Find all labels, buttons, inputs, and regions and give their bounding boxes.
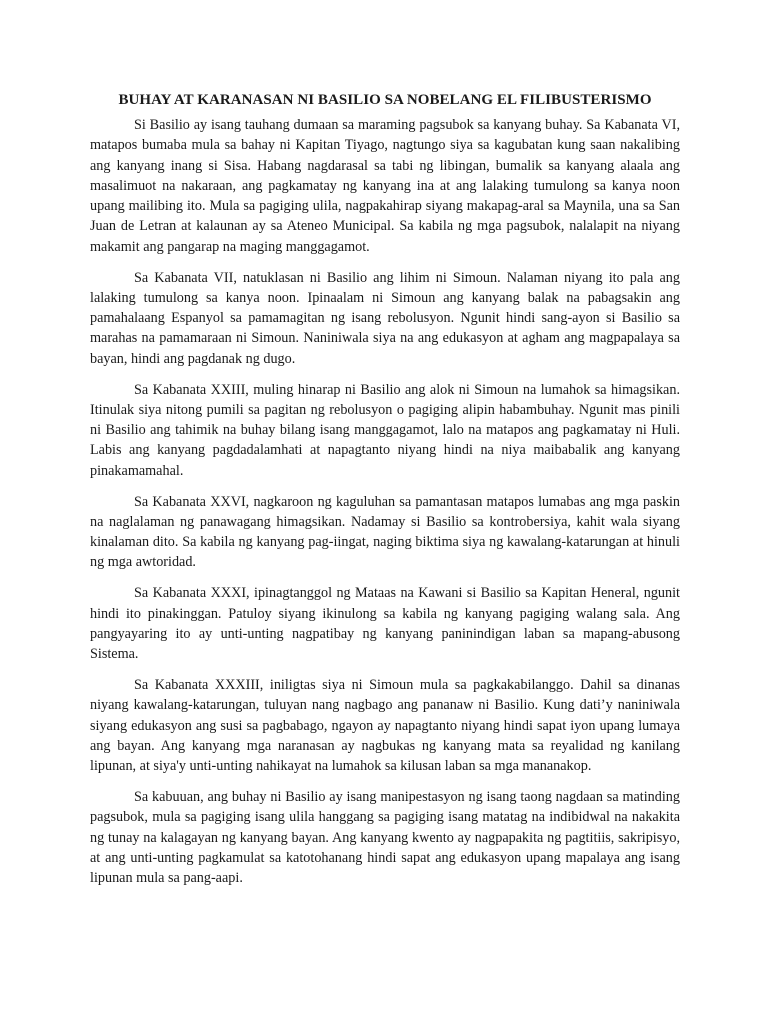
document-page bbox=[90, 92, 680, 899]
paragraph-3: Sa Kabanata XXIII, muling hinarap ni Basilio ang alok ni Simoun na lumahok sa himagsikan. Itinulak siya nitong pumili sa pagitan ng rebolusyon o pagiging alipin habambuhay. Ngunit mas pinili ni Basilio ang tahimik na buhay bilang isang manggagamot, lalo na matapos ang pagkamatay ni Huli. Labis ang kanyang pagdadalamhati at napagtanto niyang hindi na niya maibabalik ang kanyang pinakamamahal. bbox=[90, 381, 680, 479]
paragraph-2: Sa Kabanata VII, natuklasan ni Basilio ang lihim ni Simoun. Nalaman niyang ito pala ang lalaking tumulong sa kanya noon. Ipinaalam ni Simoun ang kanyang balak na pabagsakin ang pamahalaang Espanyol sa pamamagitan ng isang rebolusyon. Ngunit hindi sang-ayon si Basilio sa marahas na pamamaraan ni Simoun. Naniniwala siya na ang edukasyon at agham ang magpapalaya sa bayan, hindi ang pagdanak ng dugo. bbox=[90, 269, 680, 367]
paragraph-5: Sa Kabanata XXXI, ipinagtanggol ng Mataas na Kawani si Basilio sa Kapitan Heneral, ngunit hindi ito pinakinggan. Patuloy siyang ikinulong sa kabila ng kanyang pagiging walang sala. Ang pangyayaring ito ay unti-unting nagpatibay ng kanyang paninindigan laban sa mapang-abusong Sistema. bbox=[90, 585, 680, 663]
paragraph-6: Sa Kabanata XXXIII, iniligtas siya ni Simoun mula sa pagkakabilanggo. Dahil sa dinanas niyang kawalang-katarungan, tuluyan nang nagbago ang pananaw ni Basilio. Kung dati’y naniniwala siyang edukasyon ang susi sa pagbabago, ngayon ay napagtanto niyang hindi sapat iyon upang lumaya ang bayan. Ang kanyang mga naranasan ay nagbukas ng kanyang mata sa reyalidad ng kanilang lipunan, at siya'y unti-unting nahikayat na lumahok sa kilusan laban sa mga mananakop. bbox=[90, 676, 680, 775]
paragraph-4: Sa Kabanata XXVI, nagkaroon ng kaguluhan sa pamantasan matapos lumabas ang mga paskin na naglalaman ng panawagang himagsikan. Nadamay si Basilio sa kontrobersiya, kahit wala siyang kinalaman dito. Sa kabila ng kanyang pag-iingat, naging biktima siya ng kawalang-katarungan at hinuli ng mga awtoridad. bbox=[90, 493, 680, 571]
paragraph-7: Sa kabuuan, ang buhay ni Basilio ay isang manipestasyon ng isang taong nagdaan sa matinding pagsubok, mula sa pagiging isang ulila hanggang sa pagiging isang matatag na indibidwal na nakakita ng tunay na kalagayan ng kanyang bayan. Ang kanyang kwento ay nagpapakita ng pagtitiis, sakripisyo, at ang unti-unting pagkamulat sa katotohanang hindi sapat ang edukasyon upang mapalaya ang isang lipunan mula sa pang-aapi. bbox=[90, 788, 680, 887]
paragraph-1: Si Basilio ay isang tauhang dumaan sa maraming pagsubok sa kanyang buhay. Sa Kabanata VI, matapos bumaba mula sa bahay ni Kapitan Tiyago, nagtungo siya sa kagubatan kung saan nakalibing ang kanyang inang si Sisa. Habang nagdarasal sa tabi ng libingan, bumalik sa kanyang alaala ang masalimuot na nakaraan, ang pagkamatay ng kanyang ina at ang lalaking tumulong sa kanya noon upang mailibing ito. Mula sa pagiging ulila, nagpakahirap siyang makapag-aral sa Maynila, una sa San Juan de Letran at kalaunan ay sa Ateneo Municipal. Sa kabila ng mga pagsubok, nalalapit na niyang makamit ang pangarap na maging manggagamot. bbox=[90, 117, 680, 255]
document-title: BUHAY AT KARANASAN NI BASILIO SA NOBELANG EL FILIBUSTERISMO bbox=[118, 92, 652, 108]
